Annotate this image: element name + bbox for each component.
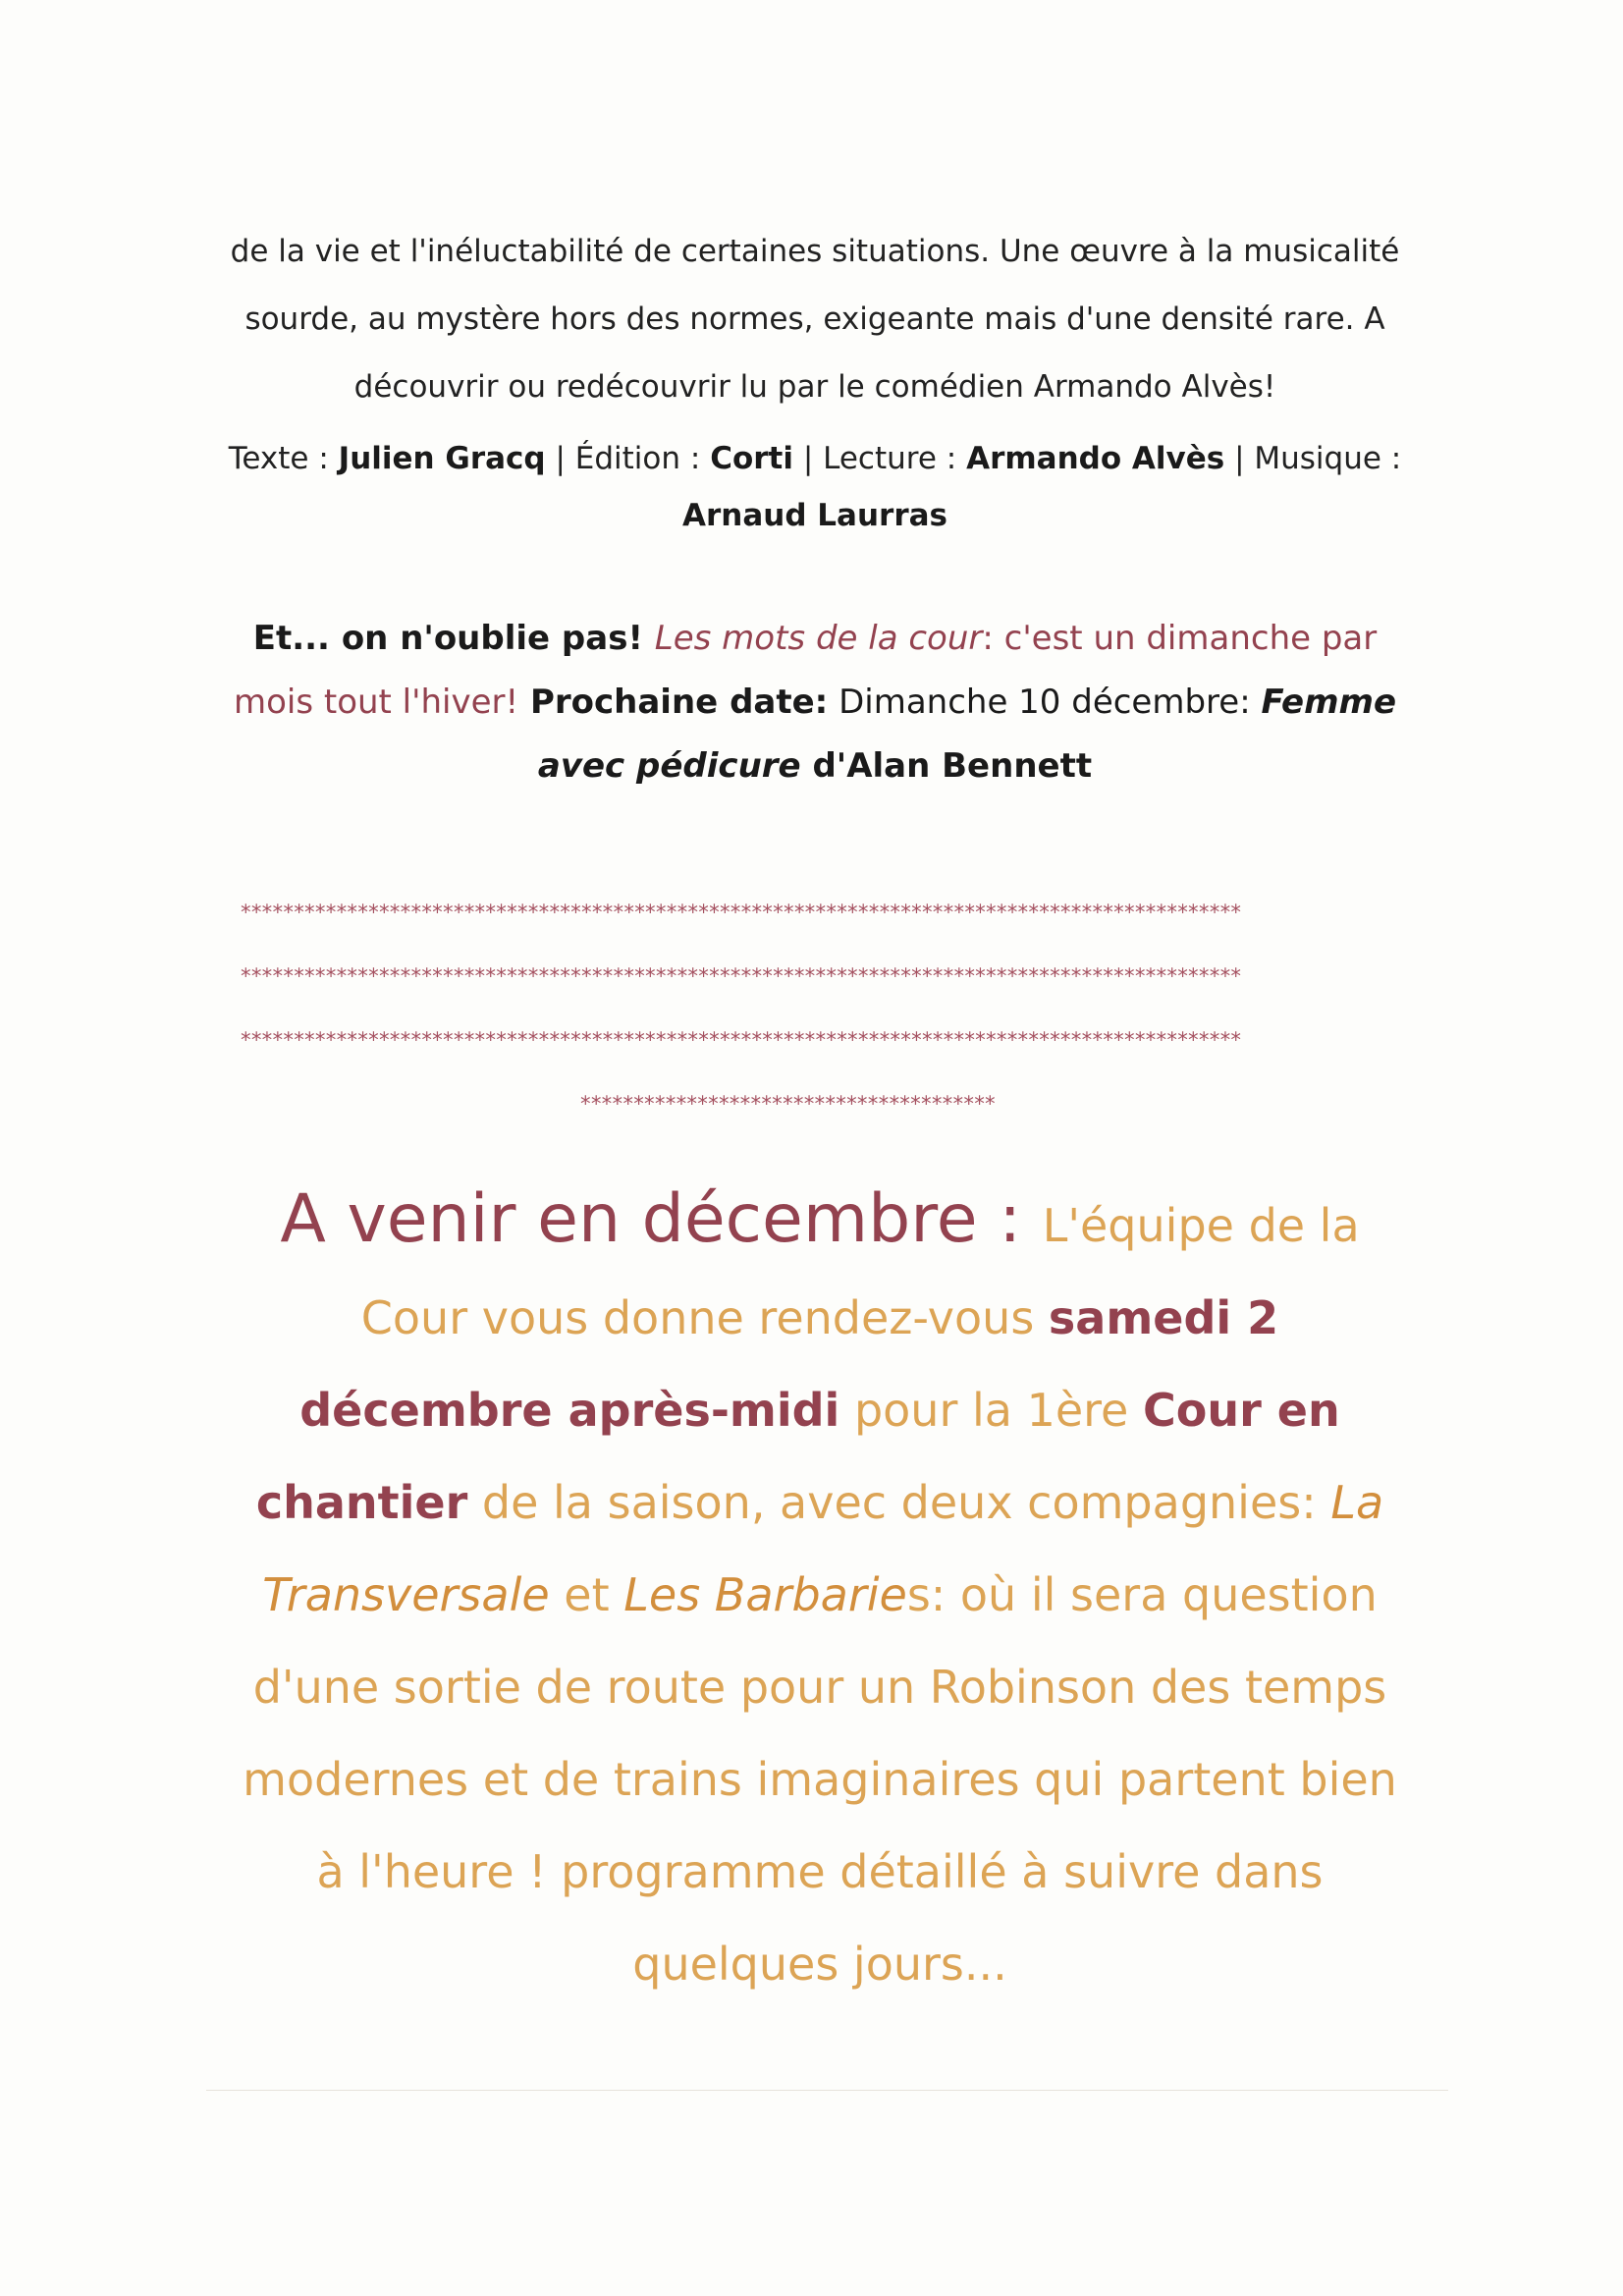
credit-reader: Armando Alvès bbox=[966, 441, 1225, 476]
event-date: samedi 2 décembre après-midi bbox=[299, 1291, 1279, 1437]
reminder-text: : c'est un dimanche par mois tout l'hiver! bbox=[233, 619, 1378, 722]
next-date-label: Prochaine date: bbox=[518, 683, 829, 722]
credit-label: | Lecture : bbox=[792, 441, 967, 476]
separator-stars-short: *************************************** bbox=[579, 1092, 995, 1116]
credit-label: Texte : bbox=[228, 441, 339, 476]
separator-stars: ********************************************************************************************** bbox=[240, 1028, 1241, 1052]
announcement-text: de la saison, avec deux compagnies: bbox=[467, 1476, 1331, 1529]
series-title: Les mots de la cour bbox=[654, 619, 983, 658]
credit-musician: Arnaud Laurras bbox=[681, 498, 947, 533]
announcement-text: et bbox=[549, 1568, 624, 1621]
announcement-paragraph bbox=[231, 1174, 1409, 2010]
separator-stars: ********************************************************************************************** bbox=[240, 901, 1241, 924]
reminder-lead: Et... on n'oublie pas! bbox=[252, 619, 655, 658]
credit-author: Julien Gracq bbox=[338, 441, 546, 476]
intro-line: sourde, au mystère hors des normes, exigeante mais d'une densité rare. A bbox=[244, 301, 1385, 337]
company-name: La Transversale bbox=[262, 1476, 1384, 1621]
credits-line bbox=[226, 430, 1404, 544]
credit-label: | Édition : bbox=[545, 441, 711, 476]
reminder-paragraph bbox=[226, 607, 1404, 798]
intro-paragraph bbox=[226, 218, 1404, 421]
separator-stars: ********************************************************************************************** bbox=[240, 964, 1241, 988]
announcement-heading: A venir en décembre : bbox=[280, 1180, 1043, 1258]
credit-publisher: Corti bbox=[710, 441, 793, 476]
event-name: Cour en chantier bbox=[255, 1384, 1340, 1529]
announcement-text: s: où il sera question d'une sortie de route pour un Robinson des temps modernes et de trains imaginaires qui partent bien à l'heure ! programme détaillé à suivre dans quelques jours... bbox=[243, 1568, 1397, 1991]
company-name: Les Barbarie bbox=[623, 1568, 907, 1621]
announcement-text: pour la 1ère bbox=[839, 1384, 1143, 1437]
play-title: Femme avec pédicure bbox=[537, 683, 1397, 786]
credit-label: | Musique : bbox=[1224, 441, 1402, 476]
intro-line: découvrir ou redécouvrir lu par le comédien Armando Alvès! bbox=[353, 369, 1276, 405]
next-date: Dimanche 10 décembre: bbox=[828, 683, 1262, 722]
play-author: d'Alan Bennett bbox=[800, 746, 1093, 786]
bottom-divider bbox=[206, 2090, 1448, 2091]
announcement-text: L'équipe de la Cour vous donne rendez-vous bbox=[360, 1199, 1360, 1344]
intro-line: de la vie et l'inéluctabilité de certaines situations. Une œuvre à la musicalité bbox=[230, 234, 1400, 269]
